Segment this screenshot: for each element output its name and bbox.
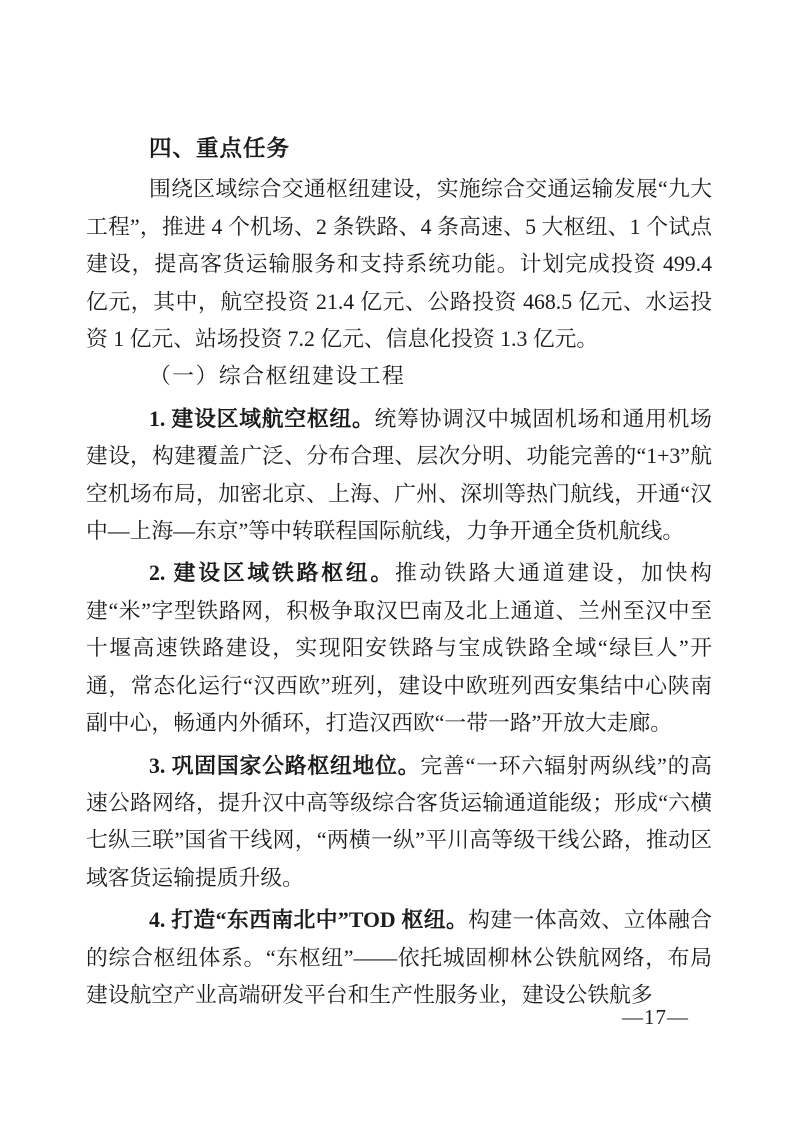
section-subheading	[86, 358, 712, 395]
paragraph	[86, 171, 712, 358]
paragraph	[86, 401, 712, 551]
item-title: 4. 打造“东西南北中”TOD 枢纽。	[149, 908, 469, 933]
paragraph	[86, 748, 712, 898]
item-title: 3. 巩固国家公路枢纽地位。	[149, 753, 421, 778]
item-title: 1. 建设区域航空枢纽。	[149, 406, 375, 431]
item-title: 2. 建设区域铁路枢纽。	[149, 561, 395, 586]
text-run: 构建一体高效、立体融合的综合枢纽体系。“东枢纽”——依托城固柳林公铁航网络，布局建设航空产业高端研发平台和生产性服务业，建设公铁航多	[86, 908, 712, 1007]
text-run: （一）综合枢纽建设工程	[149, 364, 406, 389]
paragraph	[86, 555, 712, 742]
document-body	[86, 130, 712, 1014]
section-heading: 四、重点任务	[149, 136, 291, 161]
paragraphs-container	[86, 171, 712, 1014]
text-run: 统筹协调汉中城固机场和通用机场建设，构建覆盖广泛、分布合理、层次分明、功能完善的“1+3”航空机场布局，加密北京、上海、广州、深圳等热门航线，开通“汉中—上海—东京”等中转联程国际航线，力争开通全货机航线。	[86, 406, 712, 544]
text-run: 推动铁路大通道建设，加快构建“米”字型铁路网，积极争取汉巴南及北上通道、兰州至汉中至十堰高速铁路建设，实现阳安铁路与宝成铁路全域“绿巨人”开通，常态化运行“汉西欧”班列，建设中欧班列西安集结中心陕南副中心，畅通内外循环，打造汉西欧“一带一路”开放大走廊。	[86, 561, 712, 736]
paragraph	[86, 902, 712, 1014]
text-run: 完善“一环六辐射两纵线”的高速公路网络，提升汉中高等级综合客货运输通道能级；形成“六横七纵三联”国省干线网，“两横一纵”平川高等级干线公路，推动区域客货运输提质升级。	[86, 753, 712, 890]
page-number: —17—	[622, 1005, 689, 1029]
text-run: 围绕区域综合交通枢纽建设，实施综合交通运输发展“九大工程”，推进 4 个机场、2 条铁路、4 条高速、5 大枢纽、1 个试点建设，提高客货运输服务和支持系统功能。计划完成投资 499.4 亿元，其中，航空投资 21.4 亿元、公路投资 468.5 亿元、水运投资 1 亿元、站场投资 7.2 亿元、信息化投资 1.3 亿元。	[86, 177, 712, 352]
